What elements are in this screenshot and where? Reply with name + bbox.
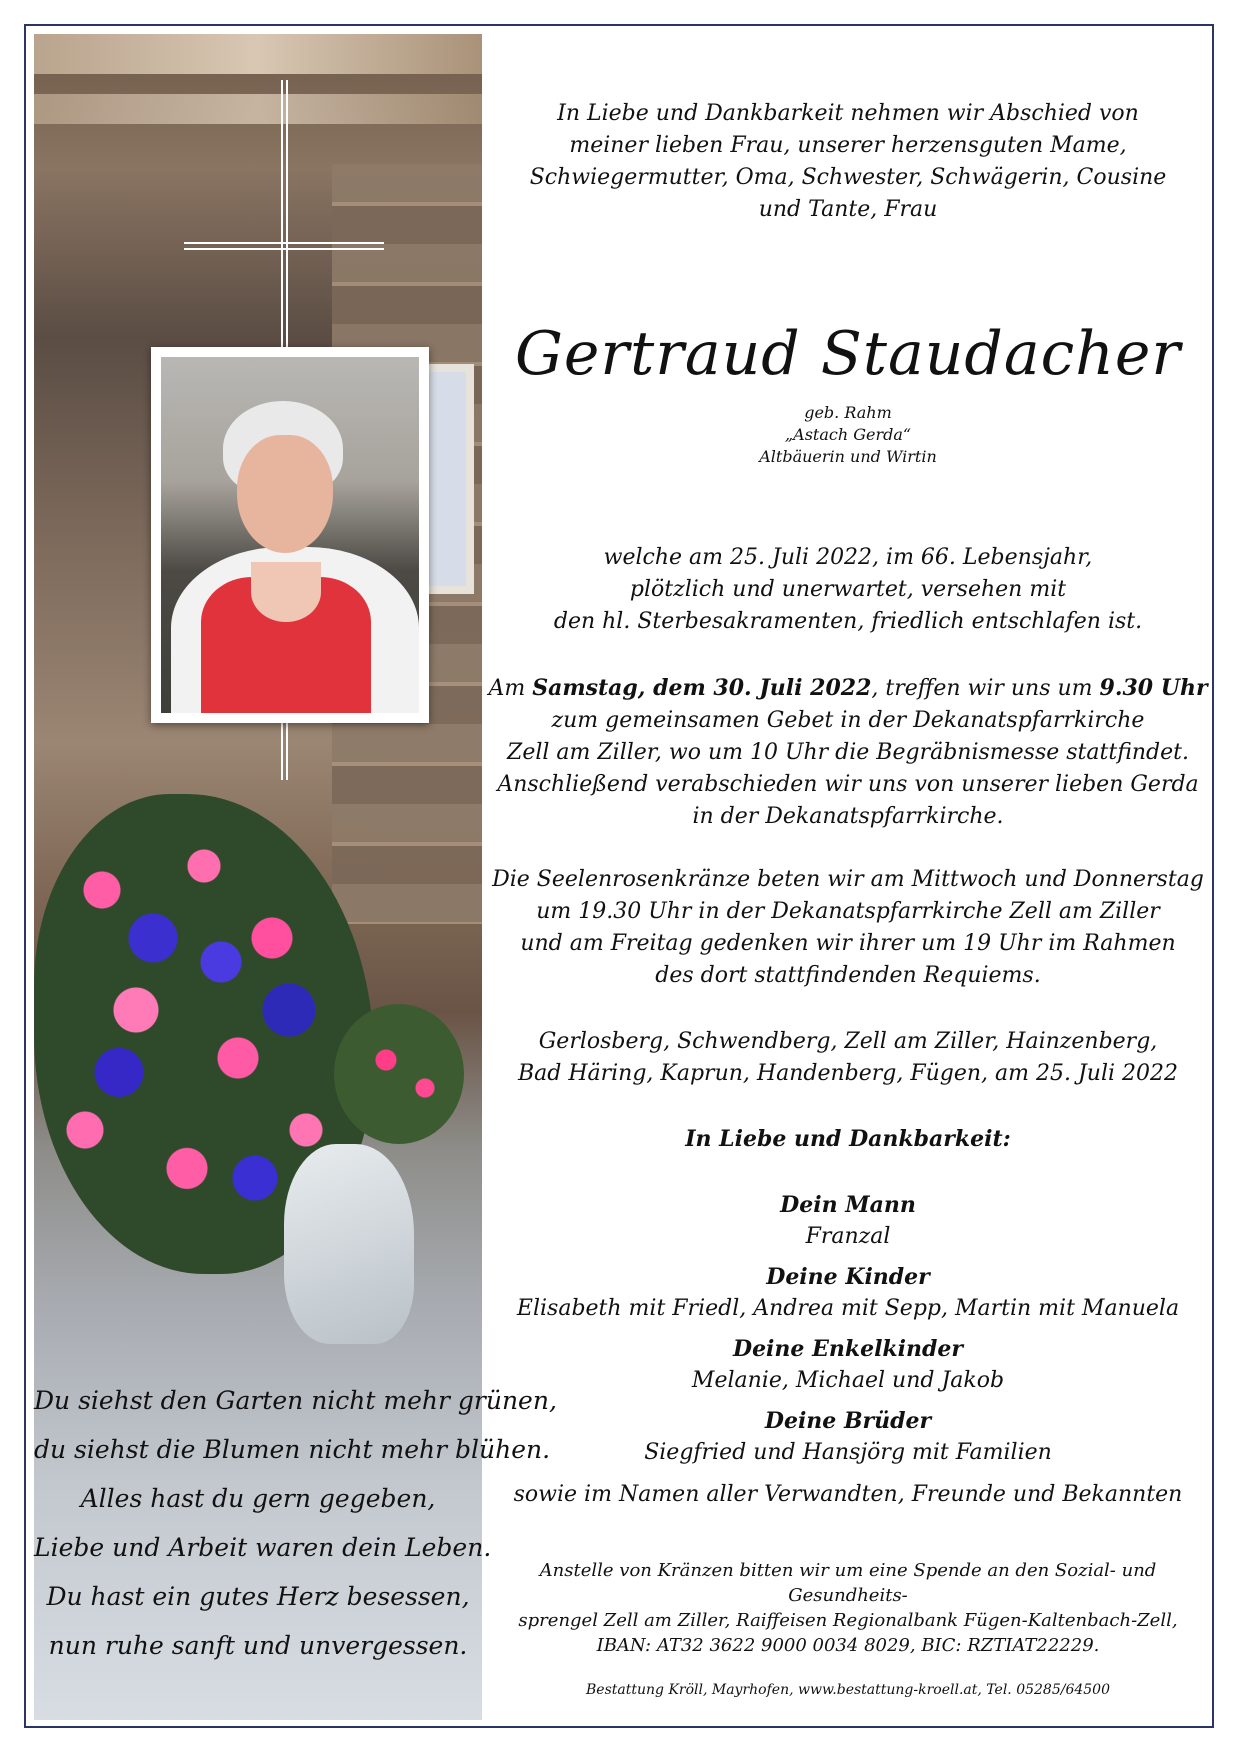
face [237, 435, 333, 553]
intro-line: meiner lieben Frau, unserer herzensguten Mame, [569, 133, 1127, 158]
obituary-text [482, 34, 1214, 1720]
flower-pot [334, 1004, 464, 1144]
service-time: 9.30 Uhr [1099, 675, 1208, 701]
donation-line: Anstelle von Kränzen bitten wir um eine Spende an den Sozial- und Gesundheits- [539, 1560, 1157, 1606]
donation-note [482, 1558, 1214, 1658]
deceased-name: Gertraud Staudacher [514, 319, 1182, 389]
service-line: Anschließend verabschieden wir uns von unserer lieben Gerda [497, 772, 1199, 797]
funeral-home-footer: Bestattung Kröll, Mayrhofen, www.bestattung-kroell.at, Tel. 05285/64500 [586, 1682, 1110, 1698]
places-line: Gerlosberg, Schwendberg, Zell am Ziller, Hainzenberg, [538, 1029, 1158, 1054]
intro-line: In Liebe und Dankbarkeit nehmen wir Abschied von [557, 101, 1139, 126]
rosary-line: um 19.30 Uhr in der Dekanatspfarrkirche Zell am Ziller [536, 899, 1160, 924]
poem [34, 1376, 557, 1670]
family-title: Deine Kinder [766, 1264, 930, 1290]
poem-line: du siehst die Blumen nicht mehr blühen. [34, 1435, 551, 1464]
rosary-line: Die Seelenrosenkränze beten wir am Mittwoch und Donnerstag [492, 867, 1204, 892]
poem-line: Liebe und Arbeit waren dein Leben. [34, 1533, 492, 1562]
places-date [482, 1026, 1214, 1090]
notice-line: den hl. Sterbesakramenten, friedlich entschlafen ist. [553, 609, 1143, 634]
poem-line: Alles hast du gern gegeben, [80, 1484, 436, 1513]
donation-line: IBAN: AT32 3622 9000 0034 8029, BIC: RZTIAT22229. [596, 1635, 1100, 1656]
rosary-details [482, 864, 1214, 992]
family-names: Franzal [805, 1224, 891, 1249]
death-notice [482, 542, 1214, 638]
name-details [482, 402, 1214, 468]
family-title: Deine Enkelkinder [732, 1336, 963, 1362]
intro-line: und Tante, Frau [758, 197, 938, 222]
poem-line: Du hast ein gutes Herz besessen, [46, 1582, 470, 1611]
places-line: Bad Häring, Kaprun, Handenberg, Fügen, am 25. Juli 2022 [517, 1061, 1179, 1086]
cross-bar [184, 242, 384, 244]
poem-line: Du siehst den Garten nicht mehr grünen, [34, 1386, 557, 1415]
family-title: Dein Mann [780, 1192, 916, 1218]
portrait-photo [151, 347, 429, 723]
portrait-image [161, 357, 419, 713]
service-line: Zell am Ziller, wo um 10 Uhr die Begräbnismesse stattfindet. [507, 740, 1189, 765]
ceiling-beam [34, 94, 482, 124]
ceiling-beam [34, 34, 482, 74]
notice-line: welche am 25. Juli 2022, im 66. Lebensjahr, [603, 545, 1093, 570]
service-line [482, 672, 1214, 705]
service-date: Samstag, dem 30. Juli 2022 [532, 675, 872, 701]
relatives-line: sowie im Namen aller Verwandten, Freunde und Bekannten [513, 1482, 1183, 1507]
family-names: Siegfried und Hansjörg mit Familien [644, 1440, 1052, 1465]
rosary-line: und am Freitag gedenken wir ihrer um 19 Uhr im Rahmen [520, 931, 1176, 956]
poem-line: nun ruhe sanft und unvergessen. [48, 1631, 468, 1660]
occupation: Altbäuerin und Wirtin [759, 447, 937, 466]
service-line: zum gemeinsamen Gebet in der Dekanatspfarrkirche [551, 708, 1145, 733]
notice-line: plötzlich und unerwartet, versehen mit [629, 577, 1067, 602]
family-names: Elisabeth mit Friedl, Andrea mit Sepp, Martin mit Manuela [516, 1296, 1180, 1321]
service-line: in der Dekanatspfarrkirche. [692, 804, 1004, 829]
service-text: , treffen wir uns um [871, 676, 1100, 701]
birth-name: geb. Rahm [804, 403, 892, 422]
rosary-line: des dort stattfindenden Requiems. [655, 963, 1041, 988]
intro-line: Schwiegermutter, Oma, Schwester, Schwägerin, Cousine [529, 165, 1167, 190]
thanks-heading: In Liebe und Dankbarkeit: [685, 1126, 1011, 1152]
service-details [482, 672, 1214, 833]
donation-line: sprengel Zell am Ziller, Raiffeisen Regionalbank Fügen-Kaltenbach-Zell, [518, 1610, 1178, 1631]
rock [284, 1144, 414, 1344]
neck [251, 562, 321, 622]
intro-text [482, 98, 1214, 226]
service-text: Am [488, 676, 533, 701]
family-title: Deine Brüder [764, 1408, 932, 1434]
family-names: Melanie, Michael und Jakob [691, 1368, 1005, 1393]
nickname: „Astach Gerda“ [784, 425, 912, 444]
